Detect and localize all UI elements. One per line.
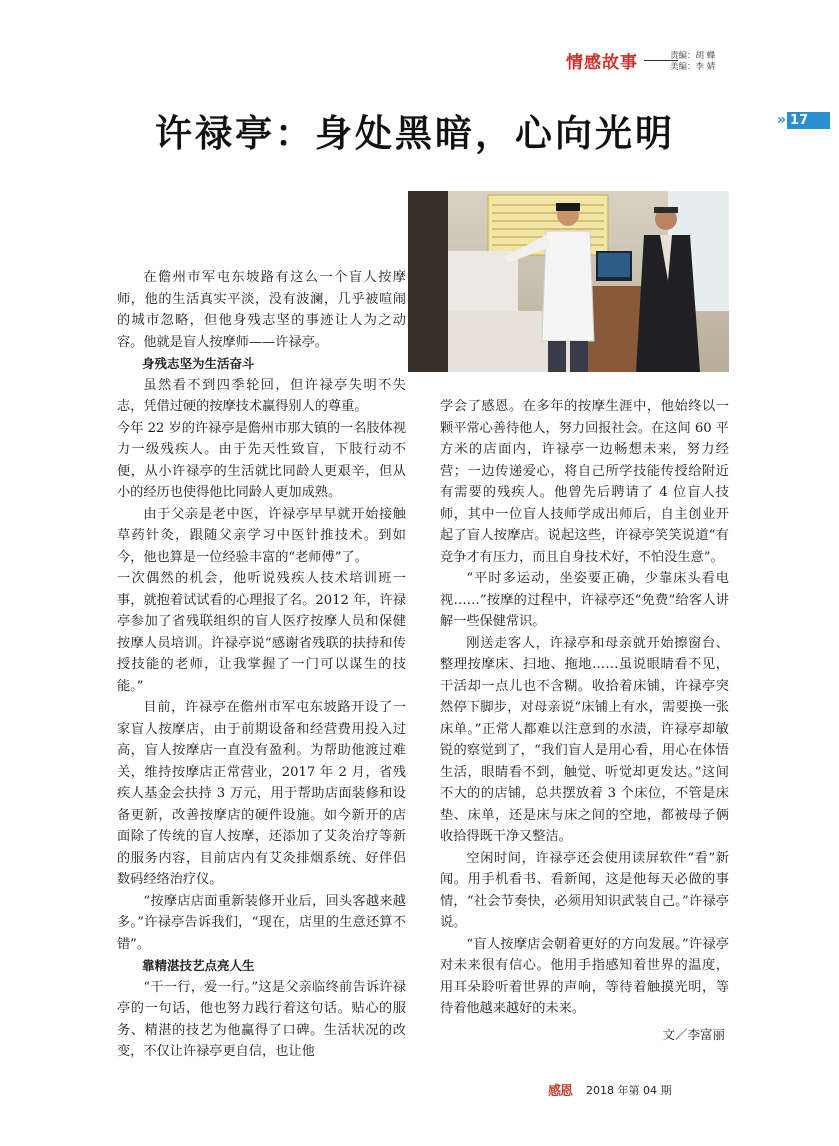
massage-room-photo <box>408 191 729 372</box>
issue-label: 2018 年第 04 期 <box>586 1083 672 1097</box>
article-column-1 <box>117 267 406 1063</box>
article-paragraph: 刚送走客人，许禄亭和母亲就开始擦窗台、整理按摩床、扫地、拖地……虽说眼睛看不见，干活却一点儿也不含糊。收拾着床铺，许禄亭突然停下脚步，对母亲说“床铺上有水，需要换一张床单。”正常人都难以注意到的水渍，许禄亭却敏锐的察觉到了，“我们盲人是用心看，用心在体悟生活，眼睛看不到，触觉、听觉却更发达。”这间不大的的店铺，总共摆放着 3 个床位，不管是床垫、床单，还是床与床之间的空地，都被母子俩收拾得既干净又整洁。 <box>440 635 729 844</box>
double-chevron-icon: » <box>777 112 787 128</box>
article-photo <box>408 191 729 372</box>
page-number-tab <box>777 110 830 130</box>
article-paragraph: 一次偶然的机会，他听说残疾人技术培训班一事，就抱着试试看的心理报了名。2012 年，许禄亭参加了省残联组织的盲人医疗按摩人员和保健按摩人员培训。许禄亭说“感谢省残联的扶持和传授技能的老师，让我掌握了一门可以谋生的技能。” <box>117 571 406 694</box>
editor-credits <box>670 51 715 73</box>
page-number: 17 <box>787 112 830 129</box>
article-paragraph: “按摩店店面重新装修开业后，回头客越来越多。”许禄亭告诉我们，“现在，店里的生意还算不错”。 <box>117 893 406 952</box>
editor-credit: 责编：胡 蝶 <box>670 51 716 61</box>
article-paragraph: 目前，许禄亭在儋州市军屯东坡路开设了一家盲人按摩店，由于前期设备和经营费用投入过高，盲人按摩店一直没有盈利。为帮助他渡过难关，维持按摩店正常营业，2017 年 2 月，省残疾人基金会扶持 3 万元，用于帮助店面装修和设备更新，改善按摩店的硬件设施。如今新开的店面除了传统的盲人按摩，还添加了艾灸治疗等新的服务内容，目前店内有艾灸排烟系统、好伴侣数码经络治疗仪。 <box>117 700 406 887</box>
article-paragraph: 在儋州市军屯东坡路有这么一个盲人按摩师，他的生活真实平淡，没有波澜，几乎被喧闹的城市忽略，但他身残志坚的事迹让人为之动容。他就是盲人按摩师——许禄亭。 <box>117 270 406 350</box>
subheading: 靠精湛技艺点亮人生 <box>142 958 255 973</box>
section-title: 情感故事 <box>566 53 638 73</box>
article-paragraph: 今年 22 岁的许禄亭是儋州市那大镇的一名肢体视力一级残疾人。由于先天性致盲，下肢行动不便，从小许禄亭的生活就比同龄人更艰辛，但从小的经历也使得他比同龄人更加成熟。 <box>117 420 406 500</box>
subheading: 身残志坚为生活奋斗 <box>142 356 255 371</box>
article-paragraph: “干一行，爱一行。”这是父亲临终前告诉许禄亭的一句话，他也努力践行着这句话。贴心的服务、精湛的技艺为他赢得了口碑。生活状况的改变，不仅让许禄亭更自信，也让他 <box>117 979 406 1059</box>
article-paragraph: 虽然看不到四季轮回，但许禄亭失明不失志，凭借过硬的按摩技术赢得别人的尊重。 <box>117 377 406 414</box>
article-paragraph: 空闲时间，许禄亭还会使用读屏软件“看”新闻。用手机看书、看新闻，这是他每天必做的事情，“社会节奏快，必须用知识武装自己。”许禄亭说。 <box>440 850 729 930</box>
article-paragraph: 由于父亲是老中医，许禄亭早早就开始接触草药针灸，跟随父亲学习中医针推技术。到如今，他也算是一位经验丰富的“老师傅”了。 <box>117 506 406 565</box>
magazine-logo: 感恩 <box>548 1084 573 1099</box>
designer-credit: 美编：李 婧 <box>670 62 716 72</box>
article-paragraph: 学会了感恩。在多年的按摩生涯中，他始终以一颗平常心善待他人，努力回报社会。在这间 60 平方米的店面内，许禄亭一边畅想未来，努力经营；一边传递爱心，将自己所学技能传授给附近有需要的残疾人。他曾先后聘请了 4 位盲人技师，其中一位盲人技师学成出师后，自主创业开起了盲人按摩店。说起这些，许禄亭笑笑说道“有竞争才有压力，而且自身技术好，不怕没生意”。 <box>440 399 729 565</box>
article-column-2 <box>440 396 729 1045</box>
article-paragraph: “盲人按摩店会朝着更好的方向发展。”许禄亭对未来很有信心。他用手指感知着世界的温度，用耳朵聆听着世界的声响，等待着触摸光明，等待着他越来越好的未来。 <box>440 936 729 1016</box>
byline: 文／李富丽 <box>662 1026 725 1042</box>
page-footer <box>548 1080 672 1099</box>
article-title: 许禄亭：身处黑暗，心向光明 <box>155 111 675 155</box>
article-paragraph: “平时多运动，坐姿要正确，少靠床头看电视……”按摩的过程中，许禄亭还“免费”给客人讲解一些保健常识。 <box>440 571 729 629</box>
